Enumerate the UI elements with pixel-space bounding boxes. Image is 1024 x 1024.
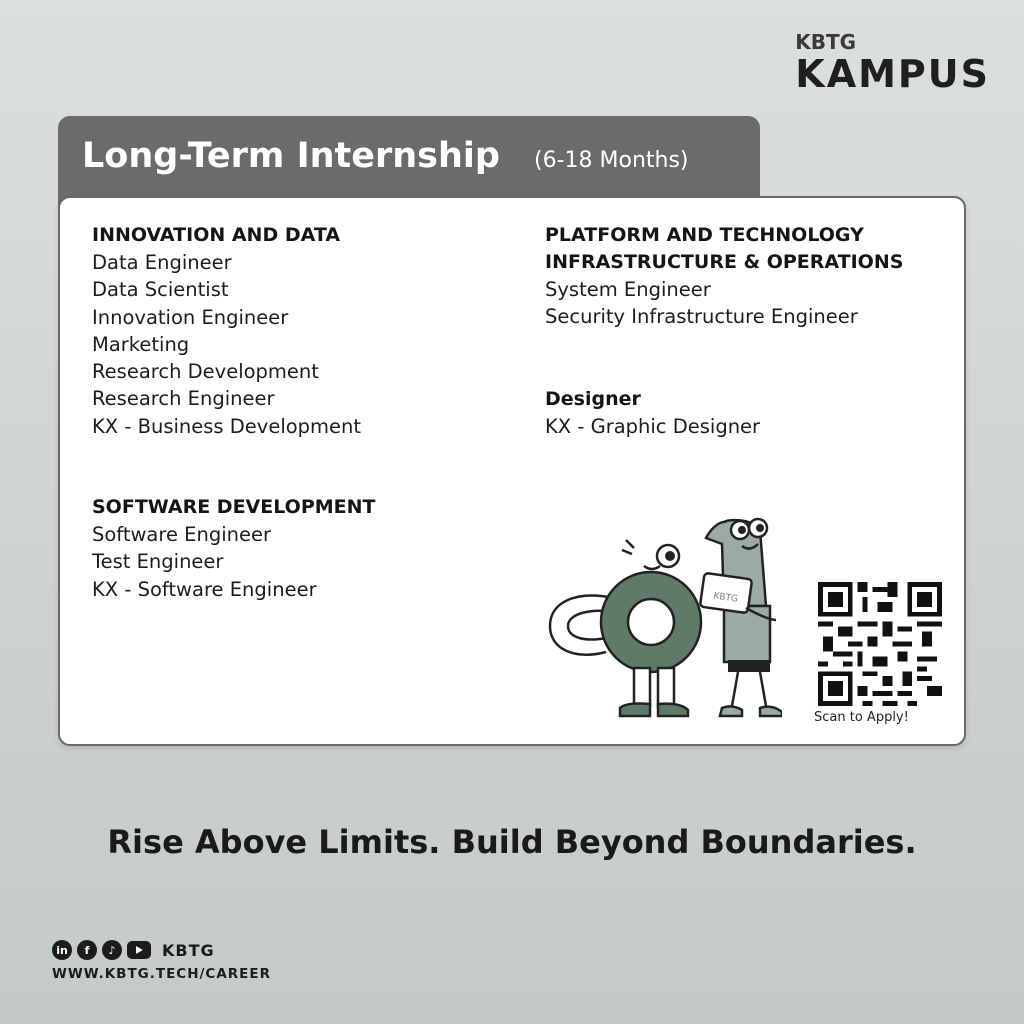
mascot-illustration [546, 510, 782, 722]
section-software [92, 494, 376, 603]
role-item: Research Engineer [92, 387, 275, 411]
role-item: KX - Software Engineer [92, 577, 317, 601]
duration-subtitle: (6-18 Months) [534, 148, 689, 173]
section-title: Designer [545, 388, 641, 410]
qr-caption: Scan to Apply! [814, 710, 909, 725]
role-item: Innovation Engineer [92, 305, 289, 329]
role-item: Research Development [92, 360, 319, 384]
page-title: Long-Term Internship [82, 136, 500, 176]
section-platform [545, 222, 903, 331]
career-url[interactable]: WWW.KBTG.TECH/CAREER [52, 966, 272, 982]
ring-mascot [550, 540, 701, 716]
role-item: System Engineer [545, 278, 711, 301]
section-title: SOFTWARE DEVELOPMENT [92, 496, 376, 518]
tablet-label: KBTG [712, 591, 739, 605]
role-item: Software Engineer [92, 523, 272, 546]
social-links [52, 940, 215, 960]
role-item: KX - Graphic Designer [545, 415, 761, 438]
positions-card [58, 196, 966, 746]
qr-code-icon[interactable] [818, 582, 942, 706]
role-item: Marketing [92, 332, 190, 356]
tiktok-icon[interactable]: ♪ [102, 940, 122, 960]
section-innovation [92, 222, 361, 440]
section-title-line2: INFRASTRUCTURE & OPERATIONS [545, 251, 904, 273]
section-designer [545, 386, 760, 440]
section-title-line1: PLATFORM AND TECHNOLOGY [545, 224, 864, 246]
role-item: Test Engineer [92, 550, 224, 574]
role-item: Security Infrastructure Engineer [545, 305, 858, 329]
facebook-icon[interactable]: f [77, 940, 97, 960]
role-item: KX - Business Development [92, 414, 362, 438]
kbtg-kampus-logo [795, 30, 990, 96]
social-handle: KBTG [162, 940, 215, 960]
youtube-icon[interactable] [127, 941, 151, 959]
role-item: Data Scientist [92, 278, 229, 302]
role-item: Data Engineer [92, 251, 232, 274]
linkedin-icon[interactable]: in [52, 940, 72, 960]
logo-kampus-text: KAMPUS [795, 52, 990, 96]
section-title: INNOVATION AND DATA [92, 224, 341, 246]
logo-kbtg-text: KBTG [795, 30, 857, 54]
number-one-mascot [700, 519, 782, 716]
tagline: Rise Above Limits. Build Beyond Boundaries. [107, 823, 917, 861]
